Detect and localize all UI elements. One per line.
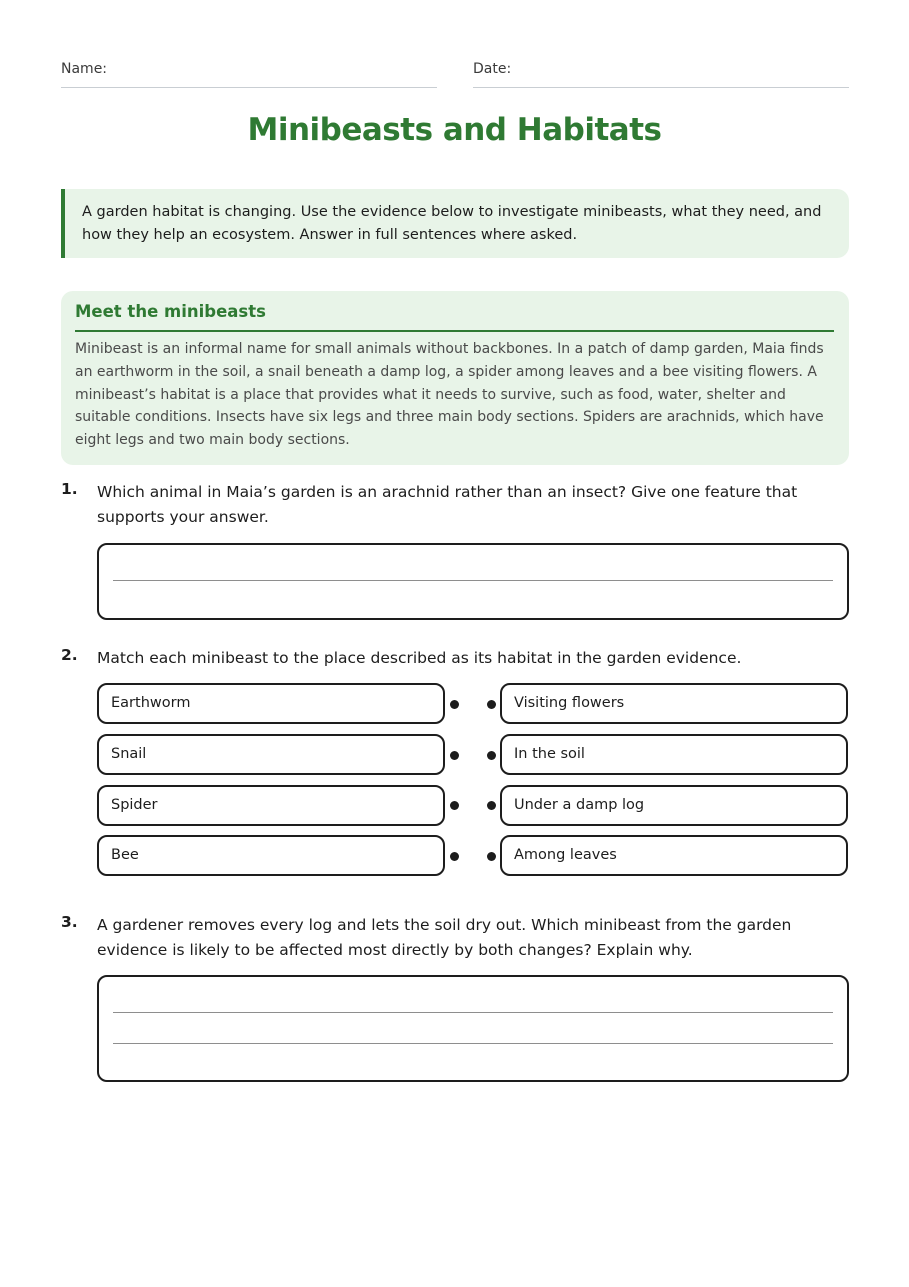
match-dot-right[interactable] bbox=[487, 700, 496, 709]
question-1 bbox=[61, 480, 849, 532]
question-number: 3. bbox=[61, 913, 78, 931]
match-dot-right[interactable] bbox=[487, 852, 496, 861]
answer-line bbox=[113, 1043, 833, 1044]
question-3 bbox=[61, 913, 849, 965]
question-text: A gardener removes every log and lets the soil dry out. Which minibeast from the garden evidence is likely to be affected most directly by both changes? Explain why. bbox=[97, 916, 792, 959]
match-right-among-leaves[interactable]: Among leaves bbox=[500, 835, 848, 876]
match-right-in-the-soil[interactable]: In the soil bbox=[500, 734, 848, 775]
question-number: 1. bbox=[61, 480, 78, 498]
question-number: 2. bbox=[61, 646, 78, 664]
answer-box-3[interactable] bbox=[97, 975, 849, 1082]
name-field[interactable] bbox=[61, 61, 437, 88]
match-left-earthworm[interactable]: Earthworm bbox=[97, 683, 445, 724]
match-dot-right[interactable] bbox=[487, 801, 496, 810]
match-dot-left[interactable] bbox=[450, 700, 459, 709]
answer-line bbox=[113, 580, 833, 581]
match-right-under-a-damp-log[interactable]: Under a damp log bbox=[500, 785, 848, 826]
meet-the-minibeasts-panel bbox=[61, 291, 849, 465]
date-field[interactable] bbox=[473, 61, 849, 88]
question-text: Match each minibeast to the place described as its habitat in the garden evidence. bbox=[97, 649, 742, 667]
match-left-snail[interactable]: Snail bbox=[97, 734, 445, 775]
panel-body: Minibeast is an informal name for small animals without backbones. In a patch of damp garden, Maia finds an earthworm in the soil, a snail beneath a damp log, a spider among leaves and a bee visiting flowers. A minibeast’s habitat is a place that provides what it needs to survive, such as food, water, shelter and suitable conditions. Insects have six legs and three main body sections. Spiders are arachnids, which have eight legs and two main body sections. bbox=[75, 341, 824, 449]
date-label: Date: bbox=[473, 61, 512, 77]
match-right-visiting-flowers[interactable]: Visiting flowers bbox=[500, 683, 848, 724]
name-label: Name: bbox=[61, 61, 108, 77]
match-dot-right[interactable] bbox=[487, 751, 496, 760]
answer-box-1[interactable] bbox=[97, 543, 849, 620]
intro-callout: A garden habitat is changing. Use the evidence below to investigate minibeasts, what they need, and how they help an ecosystem. Answer in full sentences where asked. bbox=[61, 189, 849, 258]
question-text: Which animal in Maia’s garden is an arachnid rather than an insect? Give one feature that supports your answer. bbox=[97, 483, 798, 526]
match-dot-left[interactable] bbox=[450, 852, 459, 861]
answer-line bbox=[113, 1012, 833, 1013]
match-dot-left[interactable] bbox=[450, 801, 459, 810]
panel-title: Meet the minibeasts bbox=[75, 302, 834, 332]
question-2 bbox=[61, 646, 849, 674]
page-title: Minibeasts and Habitats bbox=[247, 112, 662, 148]
match-left-bee[interactable]: Bee bbox=[97, 835, 445, 876]
match-dot-left[interactable] bbox=[450, 751, 459, 760]
match-left-spider[interactable]: Spider bbox=[97, 785, 445, 826]
